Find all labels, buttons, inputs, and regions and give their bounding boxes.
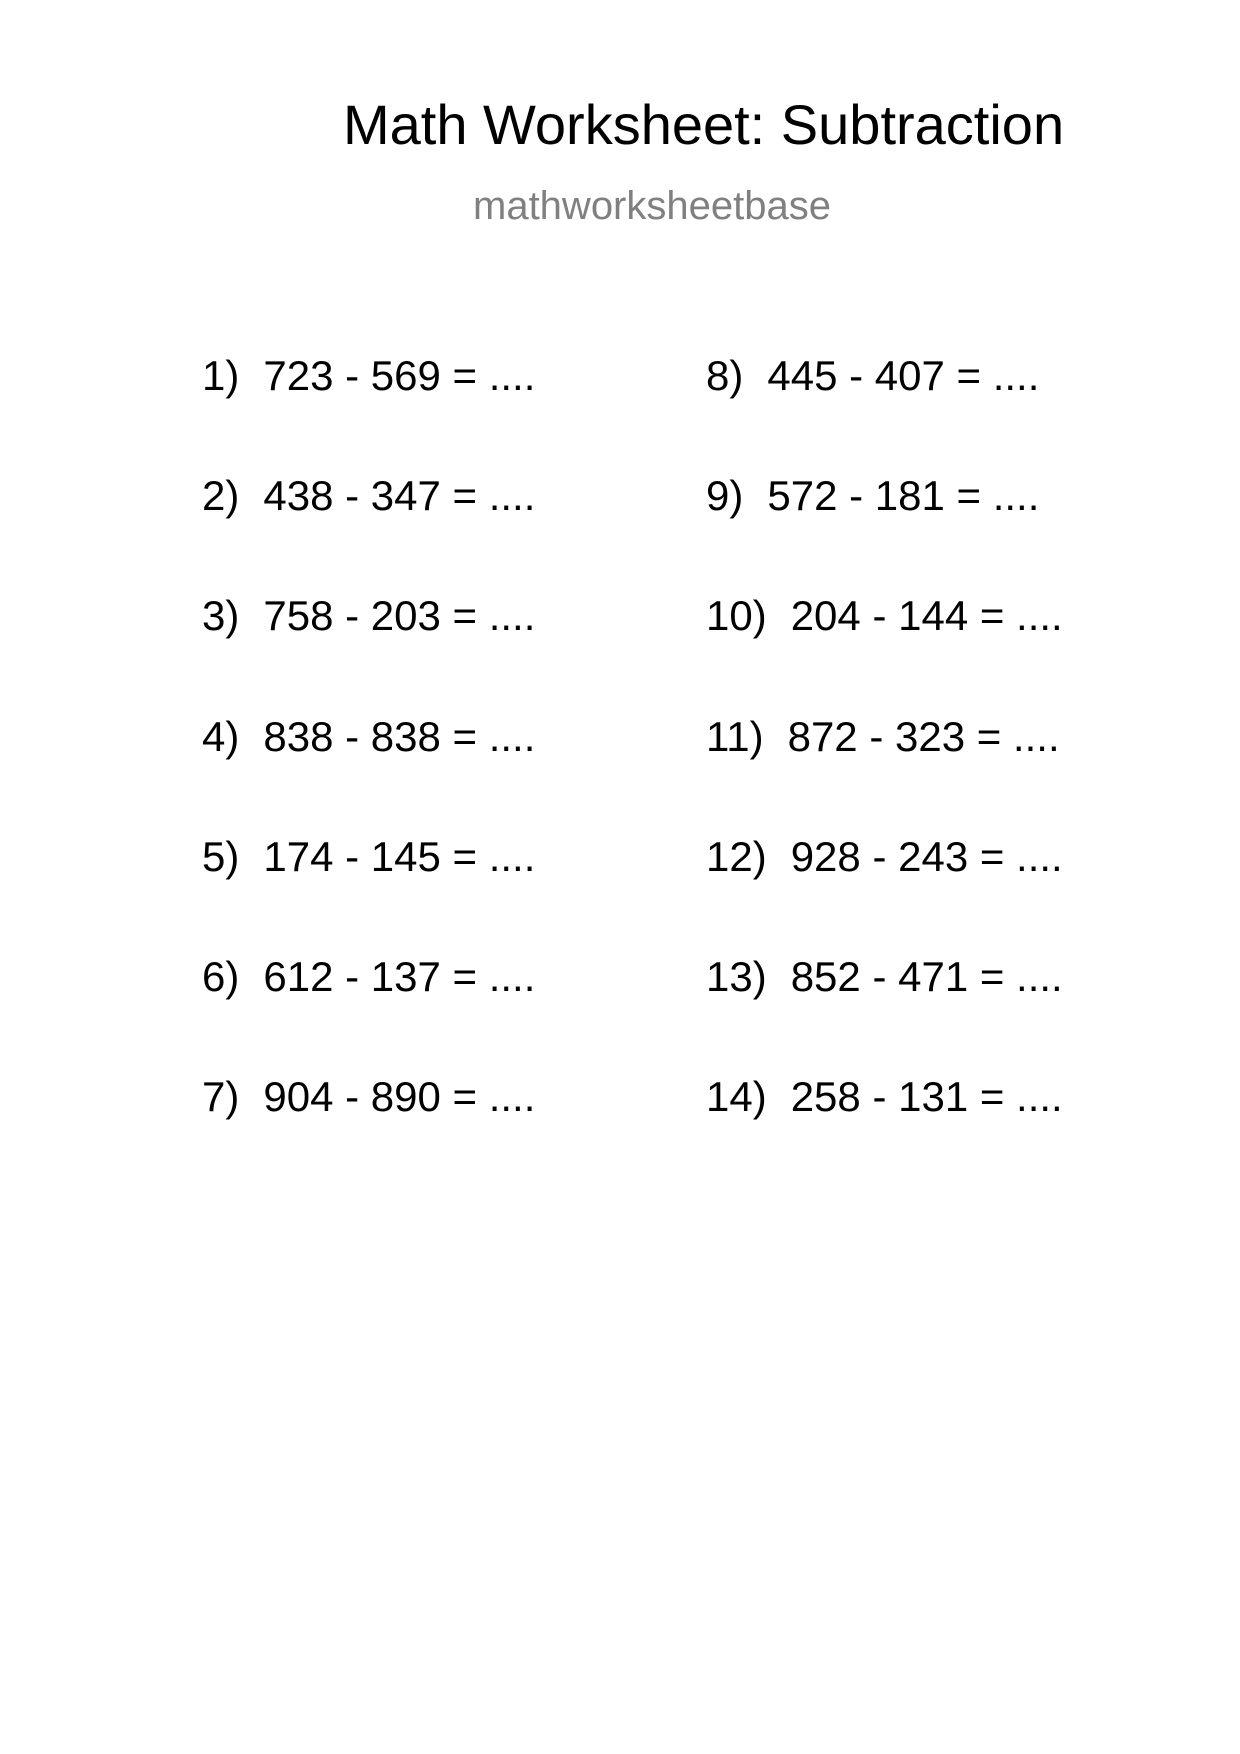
problem-number: 10) [706,592,767,639]
problem-number: 12) [706,833,767,880]
problem-number: 3) [202,592,240,639]
problem-expression: 174 - 145 = .... [263,833,536,880]
problem-number: 9) [706,472,744,519]
problem-4 [202,713,536,766]
problem-number: 1) [202,352,240,399]
problem-expression: 904 - 890 = .... [263,1073,536,1120]
problem-12 [706,833,1063,886]
problem-2 [202,472,536,525]
problem-expression: 438 - 347 = .... [263,472,536,519]
problem-number: 13) [706,953,767,1000]
problem-13 [706,953,1063,1006]
problem-expression: 204 - 144 = .... [790,592,1063,639]
problem-number: 8) [706,352,744,399]
problem-number: 7) [202,1073,240,1120]
problem-9 [706,472,1040,525]
problem-expression: 723 - 569 = .... [263,352,536,399]
problem-10 [706,592,1063,645]
problem-3 [202,592,536,645]
problem-8 [706,352,1040,405]
problem-14 [706,1073,1063,1126]
problem-11 [706,713,1060,766]
problem-number: 2) [202,472,240,519]
problem-expression: 852 - 471 = .... [790,953,1063,1000]
problem-expression: 872 - 323 = .... [787,713,1060,760]
problem-expression: 612 - 137 = .... [263,953,536,1000]
problem-7 [202,1073,536,1126]
problem-expression: 758 - 203 = .... [263,592,536,639]
problem-6 [202,953,536,1006]
problem-expression: 572 - 181 = .... [767,472,1040,519]
problem-number: 5) [202,833,240,880]
problem-number: 4) [202,713,240,760]
problem-number: 11) [706,713,764,760]
problem-expression: 445 - 407 = .... [767,352,1040,399]
page-subtitle: mathworksheetbase [473,184,831,228]
problem-expression: 838 - 838 = .... [263,713,536,760]
problem-expression: 258 - 131 = .... [790,1073,1063,1120]
problem-number: 6) [202,953,240,1000]
page-title: Math Worksheet: Subtraction [343,93,1065,156]
problem-number: 14) [706,1073,767,1120]
problem-expression: 928 - 243 = .... [790,833,1063,880]
problem-1 [202,352,536,405]
problem-5 [202,833,536,886]
